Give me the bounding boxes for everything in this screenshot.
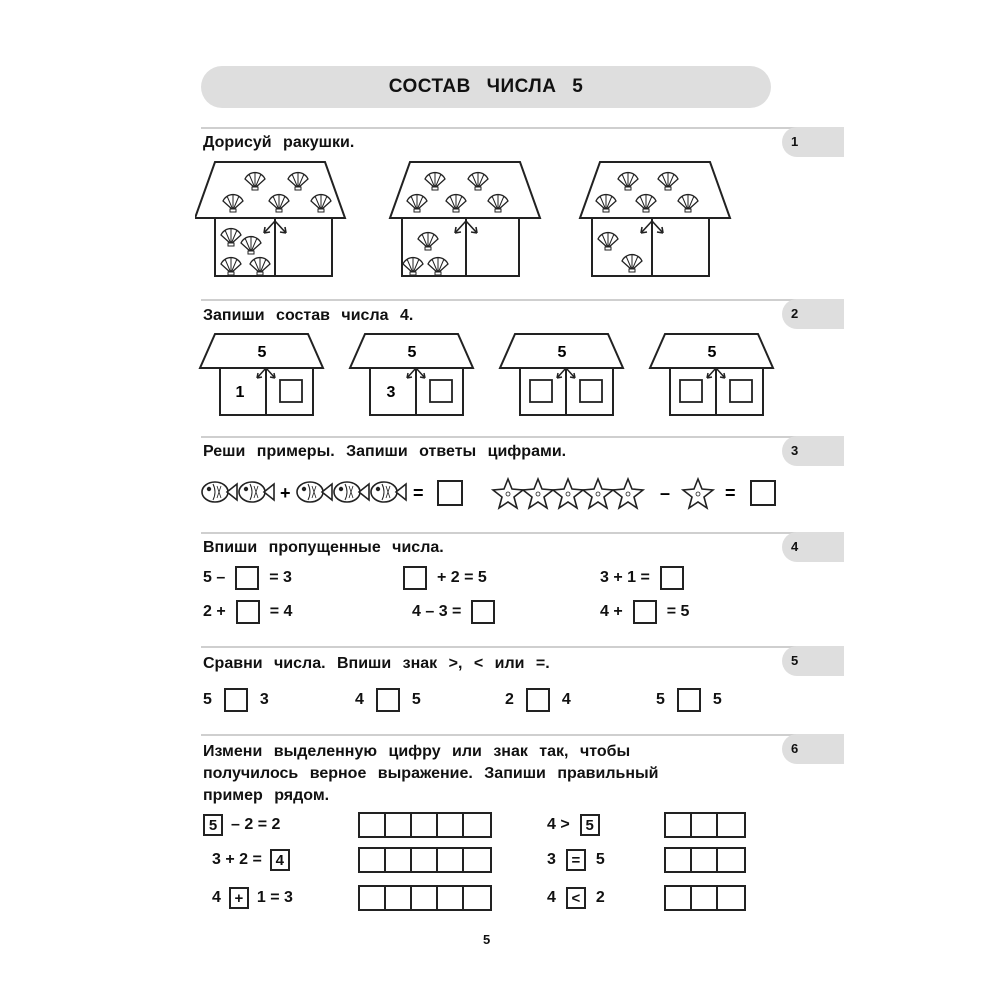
equation-4-6: 4 + = 5 <box>600 600 689 624</box>
task-number-2: 2 <box>782 299 844 329</box>
highlighted-digit: 5 <box>580 814 600 836</box>
highlighted-sign: = <box>566 849 586 871</box>
highlighted-sign: < <box>566 887 586 909</box>
task-number-3: 3 <box>782 436 844 466</box>
page-number: 5 <box>483 932 491 947</box>
task-4-instruction: Впиши пропущенные числа. <box>203 539 444 556</box>
answer-grid[interactable] <box>358 885 492 911</box>
answer-grid[interactable] <box>664 847 746 873</box>
fish-icon <box>202 482 237 502</box>
equation-4-3: 3 + 1 = <box>600 566 684 590</box>
section-divider <box>201 127 841 129</box>
minus-sign: – <box>660 483 671 503</box>
highlighted-digit: 5 <box>203 814 223 836</box>
fish-icon <box>239 482 274 502</box>
answer-box <box>751 481 775 505</box>
house-1-left: 1 <box>235 384 245 401</box>
section-divider <box>201 436 841 438</box>
answer-grid[interactable] <box>358 847 492 873</box>
house-1-roof: 5 <box>257 344 267 361</box>
correction-1: 5 – 2 = 2 <box>203 814 280 836</box>
task-5-instruction: Сравни числа. Впиши знак >, < или =. <box>203 655 550 672</box>
starfish-icon <box>523 479 553 508</box>
compare-pair-2: 4 5 <box>355 688 421 712</box>
task-6-instruction-line-1: Измени выделенную цифру или знак так, чтобы <box>203 743 631 760</box>
section-divider <box>201 299 841 301</box>
highlighted-sign: + <box>229 887 249 909</box>
answer-box[interactable] <box>236 600 260 624</box>
correction-4: 4 > 5 <box>547 814 600 836</box>
starfish-icon <box>613 479 643 508</box>
page-title: СОСТАВ ЧИСЛА 5 <box>388 76 584 97</box>
highlighted-digit: 4 <box>270 849 290 871</box>
number-houses <box>195 330 785 420</box>
task-1-instruction: Дорисуй ракушки. <box>203 134 355 151</box>
answer-box[interactable] <box>235 566 259 590</box>
answer-grid[interactable] <box>664 885 746 911</box>
house-4-roof: 5 <box>707 344 717 361</box>
equation-4-1: 5 – = 3 <box>203 566 292 590</box>
correction-3: 4 + 1 = 3 <box>212 887 293 909</box>
starfish-icon <box>683 479 713 508</box>
starfish-icon <box>583 479 613 508</box>
house-2-left: 3 <box>386 384 396 401</box>
house-3-roof: 5 <box>557 344 567 361</box>
task-number-4: 4 <box>782 532 844 562</box>
task-2-instruction: Запиши состав числа 4. <box>203 307 414 324</box>
section-divider <box>201 532 841 534</box>
shell-house-3 <box>580 162 730 276</box>
sign-box[interactable] <box>376 688 400 712</box>
correction-2: 3 + 2 = 4 <box>212 849 290 871</box>
answer-box[interactable] <box>471 600 495 624</box>
sign-box[interactable] <box>677 688 701 712</box>
answer-box <box>438 481 462 505</box>
picture-examples <box>195 470 785 520</box>
equation-4-5: 4 – 3 = <box>412 600 495 624</box>
task-6-instruction-line-2: получилось верное выражение. Запиши правильный <box>203 765 659 782</box>
fish-icon <box>297 482 332 502</box>
answer-box[interactable] <box>403 566 427 590</box>
shell-house-2 <box>390 162 540 276</box>
equals-sign: = <box>725 483 736 503</box>
fish-icon <box>334 482 369 502</box>
shell-house-1 <box>195 162 345 276</box>
starfish-icon <box>553 479 583 508</box>
compare-pair-4: 5 5 <box>656 688 722 712</box>
starfish-icon <box>493 479 523 508</box>
section-divider <box>201 646 841 648</box>
compare-pair-3: 2 4 <box>505 688 571 712</box>
correction-6: 4 < 2 <box>547 887 605 909</box>
equation-4-2: + 2 = 5 <box>403 566 487 590</box>
compare-pair-1: 5 3 <box>203 688 269 712</box>
sign-box[interactable] <box>224 688 248 712</box>
answer-box[interactable] <box>633 600 657 624</box>
task-number-5: 5 <box>782 646 844 676</box>
plus-sign: + <box>280 483 291 503</box>
correction-5: 3 = 5 <box>547 849 605 871</box>
task-number-6: 6 <box>782 734 844 764</box>
house-2-roof: 5 <box>407 344 417 361</box>
sign-box[interactable] <box>526 688 550 712</box>
title-banner <box>201 66 771 108</box>
shell-houses <box>195 150 755 285</box>
equals-sign: = <box>413 483 424 503</box>
fish-icon <box>371 482 406 502</box>
answer-box[interactable] <box>660 566 684 590</box>
task-3-instruction: Реши примеры. Запиши ответы цифрами. <box>203 443 567 460</box>
answer-grid[interactable] <box>664 812 746 838</box>
task-6-instruction-line-3: пример рядом. <box>203 787 330 804</box>
task-number-1: 1 <box>782 127 844 157</box>
equation-4-4: 2 + = 4 <box>203 600 292 624</box>
answer-grid[interactable] <box>358 812 492 838</box>
section-divider <box>201 734 841 736</box>
